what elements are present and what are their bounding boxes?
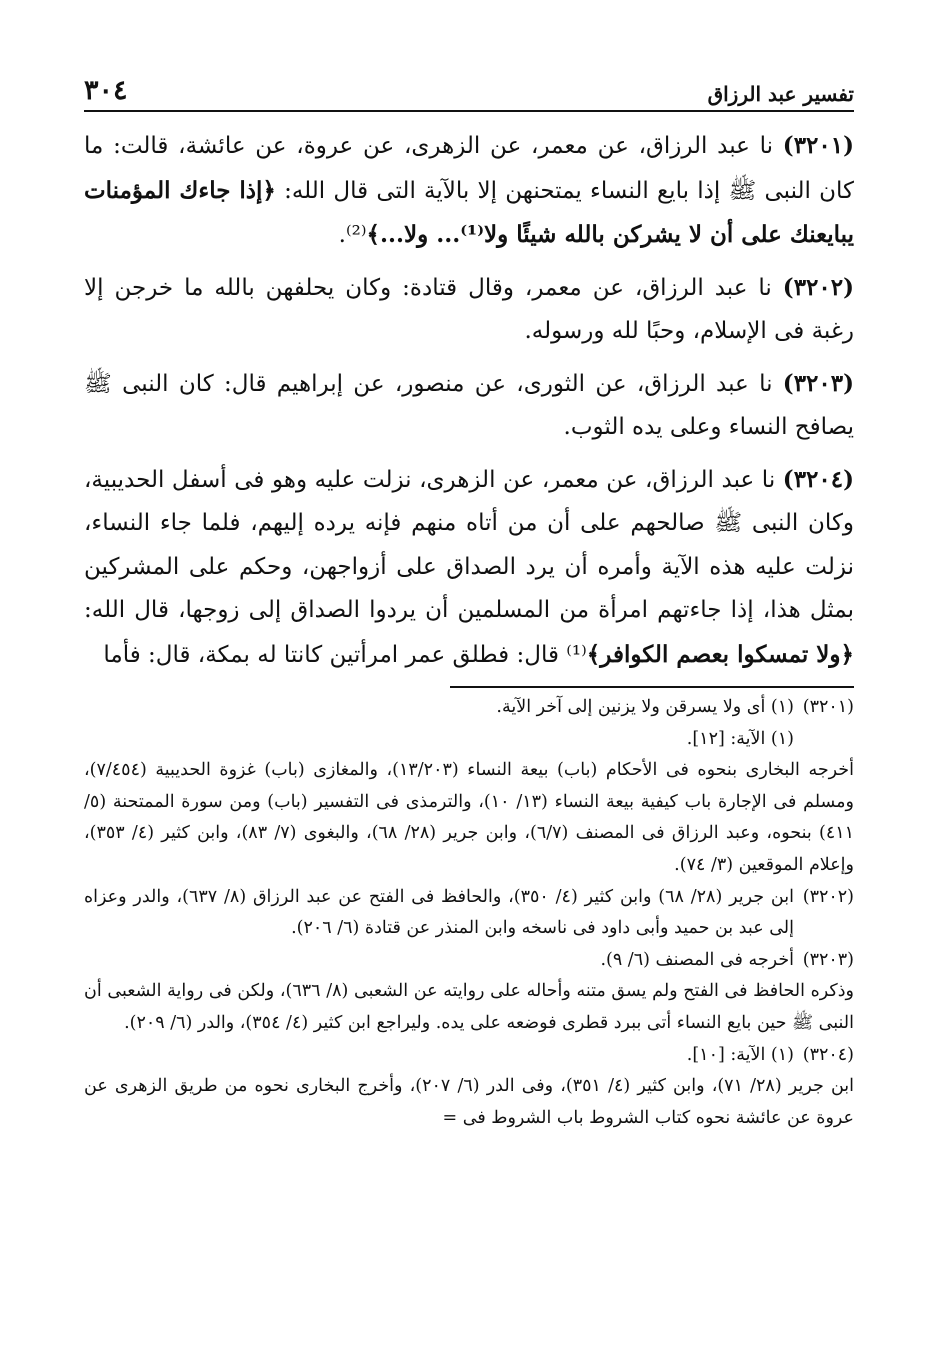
footnotes <box>84 692 854 1134</box>
hadith-text: نا عبد الرزاق، عن معمر، عن الزهرى، نزلت عليه وهو فى أسفل الحديبية، وكان النبى ﷺ صالحهم على أن من أتاه منهم فإنه يرده إليهم، فلما جاء النساء، نزلت عليه هذه الآية وأمره أن يرد الصداق على أزواجهن، وحكم على المشركين بمثل هذا، إذا جاءتهم امرأة من المسلمين أن يردوا الصداق إلى زوجها، قال الله: <box>84 466 854 623</box>
hadith-3203 <box>84 362 854 450</box>
footnote-line: (١) أى ولا يسرقن ولا يزنين إلى آخر الآية. <box>496 697 794 717</box>
footnote-body: وذكره الحافظ فى الفتح ولم يسق متنه وأحاله على روايته عن الشعبى (٨/ ٦٣٦)، ولكن فى رواية الشعبى أن النبى ﷺ حين بايع النساء أتى ببرد قطرى فوضعه على يده. وليراجع ابن كثير (٤/ ٣٥٤)، والدر (٦/ ٢٠٩). <box>84 981 855 1033</box>
footnote-3201 <box>84 692 854 724</box>
footnote-body: ابن جرير (٢٨/ ٦٨) وابن كثير (٤/ ٣٥٠)، والحافظ فى الفتح عن عبد الرزاق (٨/ ٦٣٧)، والدر وعزاه إلى عبد بن حميد وأبى داود فى ناسخه وابن المنذر عن قتادة (٦/ ٢٠٦). <box>84 886 794 939</box>
footnote-key: (٣٢٠٢) <box>802 886 854 907</box>
hadith-number: (٣٢٠١) <box>782 132 854 159</box>
hadith-3202 <box>84 266 854 354</box>
footnote-divider <box>450 686 854 688</box>
footnote-key: (٣٢٠٤) <box>802 1044 854 1065</box>
hadith-3204 <box>84 458 854 678</box>
footnote-3202 <box>84 882 854 945</box>
footnote-key: (٣٢٠٣) <box>802 949 854 970</box>
hadith-text: نا عبد الرزاق، عن معمر، وقال قتادة: وكان يحلفهن بالله ما خرجن إلا رغبة فى الإسلام، وحبًا لله ورسوله. <box>84 274 854 344</box>
footnote-line: (١) الآية: [١٢]. <box>686 728 794 749</box>
hadith-number: (٣٢٠٣) <box>782 369 854 397</box>
footnote-body: ابن جرير (٢٨/ ٧١)، وابن كثير (٤/ ٣٥١)، وفى الدر (٦/ ٢٠٧)، وأخرج البخارى نحوه من طريق الزهرى عن عروة عن عائشة نحوه كتاب الشروط باب الشروط فى = <box>84 1076 855 1128</box>
hadith-text-end: ⁽¹⁾ قال: فطلق عمر امرأتين كانتا له بمكة، قال: فأما <box>103 641 587 668</box>
hadith-text-end: ⁽²⁾. <box>338 222 367 248</box>
quran-quote: ﴿إذا جاءك المؤمنات يبايعنك على أن لا يشركن بالله شيئًا ولا⁽¹⁾... ولا...﴾ <box>84 176 854 248</box>
footnote-3203 <box>84 945 854 977</box>
page-header <box>84 70 854 112</box>
footnote-key: (٣٢٠١) <box>802 697 854 717</box>
footnote-line: (١) الآية: [١٠]. <box>686 1044 794 1065</box>
hadith-3201 <box>84 124 854 258</box>
main-text <box>84 124 854 685</box>
hadith-text: نا عبد الرزاق، عن معمر، عن الزهرى، عن عروة، عن عائشة، قالت: ما كان النبى ﷺ إذا بايع النساء يمتحنهن إلا بالآية التى قال الله: <box>84 133 854 204</box>
footnote-line: أخرجه فى المصنف (٦/ ٩). <box>600 949 794 970</box>
page-number: ٣٠٤ <box>84 75 128 106</box>
running-title: تفسير عبد الرزاق <box>707 82 854 106</box>
quran-quote: ﴿ولا تمسكوا بعصم الكوافر﴾ <box>586 640 854 668</box>
hadith-number: (٣٢٠٢) <box>782 273 854 301</box>
hadith-text: نا عبد الرزاق، عن الثورى، عن منصور، عن إبراهيم قال: كان النبى ﷺ يصافح النساء وعلى يده الثوب. <box>84 370 854 440</box>
footnote-body: أخرجه البخارى بنحوه فى الأحكام (باب) بيعة النساء (١٣/٢٠٣)، والمغازى (باب) غزوة الحديبية (٧/٤٥٤)، ومسلم فى الإجارة باب كيفية بيعة النساء (١٣/ ١٠)، والترمذى فى التفسير (باب) ومن سورة الممتحنة (٥/ ٤١١) بنحوه، وعبد الرزاق فى المصنف (٦/٧)، وابن جرير (٢٨/ ٦٨)، والبغوى (٧/ ٨٣)، وابن كثير (٤/ ٣٥٣)، وإعلام الموقعين (٣/ ٧٤). <box>84 760 855 875</box>
footnote-3204 <box>84 1040 854 1072</box>
hadith-number: (٣٢٠٤) <box>782 465 854 493</box>
